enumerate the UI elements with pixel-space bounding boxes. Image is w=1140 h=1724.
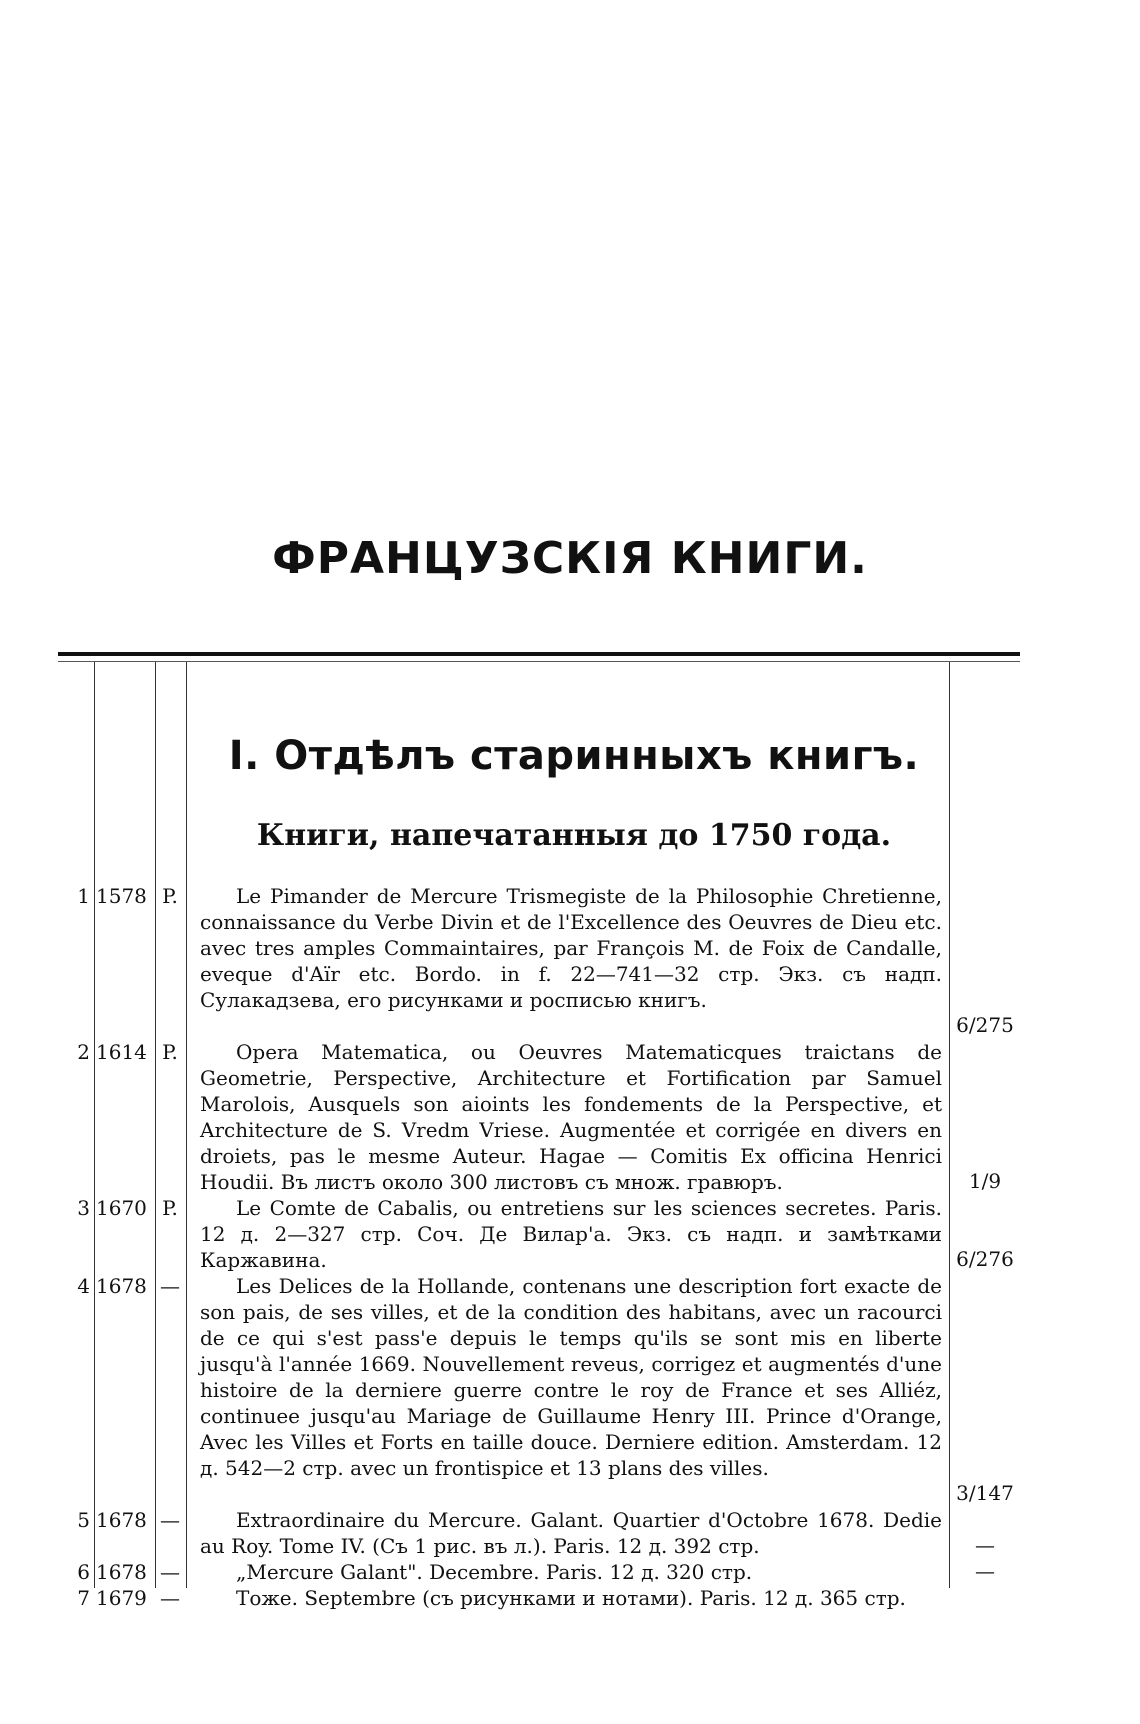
entry-number: 1 xyxy=(77,884,90,908)
entry-price: 1/9 xyxy=(968,1169,1002,1193)
entry-year: 1678 xyxy=(96,1560,147,1584)
entry-mark: P. xyxy=(162,1196,178,1220)
entry-number: 6 xyxy=(77,1560,90,1584)
entry-number: 5 xyxy=(77,1508,90,1532)
entry-mark: — xyxy=(160,1508,180,1532)
entry-mark: — xyxy=(160,1560,180,1584)
entry-price: 3/147 xyxy=(956,1481,1014,1505)
column-divider xyxy=(186,662,187,1588)
entry-text: Extraordinaire du Mercure. Galant. Quartier d'Octobre 1678. Dedie au Roy. Tome IV. (Съ 1 рис. въ л.). Paris. 12 д. 392 стр. xyxy=(200,1508,942,1558)
entry-text: Le Comte de Cabalis, ou entretiens sur les sciences secretes. Paris. 12 д. 2—327 стр. Соч. Де Вилар'а. Экз. съ надп. и замѣтками Каржавина. xyxy=(200,1196,942,1272)
sub-heading: Книги, напечатанныя до 1750 года. xyxy=(256,818,892,853)
header-rule-thin xyxy=(58,661,1020,662)
entry-number: 7 xyxy=(77,1586,90,1610)
entry-price: 6/275 xyxy=(956,1013,1014,1037)
entry-text: Opera Matematica, ou Oeuvres Matematicques traictans de Geometrie, Perspective, Architecture et Fortification par Samuel Marolois, Ausquels son aioints les fondements de la Perspective, et Architecture de S. Vredm Vriese. Augmentée et corrigée en divers en droiets, pas le mesme Auteur. Hagae — Comitis Ex officina Henrici Houdii. Въ листъ около 300 листовъ съ множ. гравюръ. xyxy=(200,1040,942,1194)
entry-number: 3 xyxy=(77,1196,90,1220)
entry-mark: — xyxy=(160,1274,180,1298)
entry-year: 1678 xyxy=(96,1508,147,1532)
column-divider xyxy=(949,662,950,1588)
section-heading: I. Отдѣлъ старинныхъ книгъ. xyxy=(228,733,920,779)
entry-price: 6/276 xyxy=(956,1247,1014,1271)
entry-year: 1678 xyxy=(96,1274,147,1298)
entry-year: 1670 xyxy=(96,1196,147,1220)
entry-year: 1578 xyxy=(96,884,147,908)
entry-price: — xyxy=(975,1559,995,1583)
entry-text: Тоже. Septembre (съ рисунками и нотами). Paris. 12 д. 365 стр. xyxy=(236,1586,906,1610)
column-divider xyxy=(155,662,156,1588)
entry-text: „Mercure Galant". Decembre. Paris. 12 д. 320 стр. xyxy=(236,1560,753,1584)
entry-mark: P. xyxy=(162,1040,178,1064)
entry-year: 1614 xyxy=(96,1040,147,1064)
entry-number: 2 xyxy=(77,1040,90,1064)
entry-mark: — xyxy=(160,1586,180,1610)
page-title: ФРАНЦУЗСКІЯ КНИГИ. xyxy=(272,533,868,584)
entry-text: Le Pimander de Mercure Trismegiste de la Philosophie Chretienne, connaissance du Verbe Divin et de l'Excellence des Oeuvres de Dieu etc. avec tres amples Commaintaires, par François M. de Foix de Candalle, eveque d'Aïr etc. Bordo. in f. 22—741—32 стр. Экз. съ надп. Сулакадзева, его рисунками и росписью книгъ. xyxy=(200,884,942,1012)
entry-price: — xyxy=(975,1533,995,1557)
entry-number: 4 xyxy=(77,1274,90,1298)
column-divider xyxy=(94,662,95,1588)
entry-mark: P. xyxy=(162,884,178,908)
header-rule xyxy=(58,652,1020,656)
entry-year: 1679 xyxy=(96,1586,147,1610)
entry-text: Les Delices de la Hollande, contenans une description fort exacte de son pais, de ses villes, et de la condition des habitans, avec un racourci de ce qui s'est pass'e depuis le temps qu'ils se sont mis en liberte jusqu'à l'année 1669. Nouvellement reveus, corrigez et augmentés d'une histoire de la derniere guerre contre le roy de France et ses Alliéz, continuee jusqu'au Mariage de Guillaume Henry III. Prince d'Orange, Avec les Villes et Forts en taille douce. Derniere edition. Amsterdam. 12 д. 542—2 стр. avec un frontispice et 13 plans des villes. xyxy=(200,1274,942,1480)
